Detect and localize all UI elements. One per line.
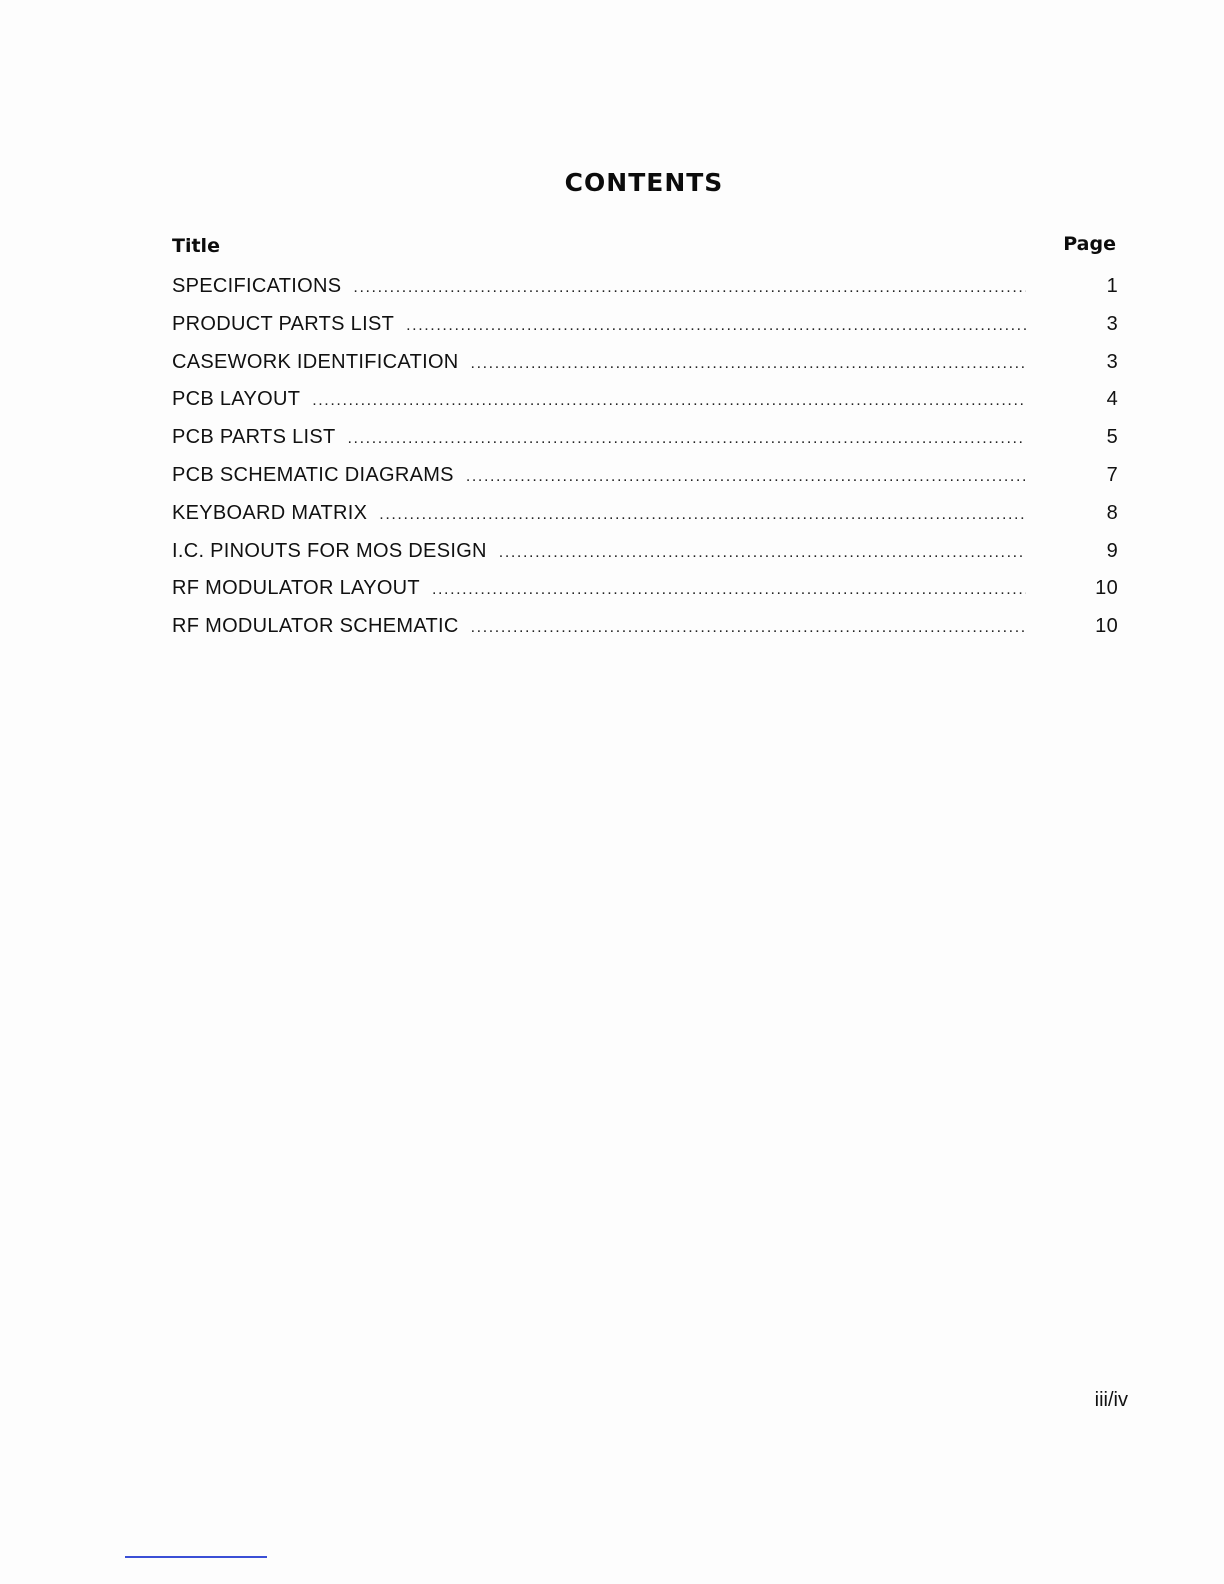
toc-entry-pcb-layout[interactable] [172, 388, 1118, 426]
dot-leader [312, 392, 1026, 410]
toc-entry-page: 8 [1106, 501, 1118, 524]
toc-entry-label: I.C. PINOUTS FOR MOS DESIGN [172, 539, 487, 562]
scan-edge-line [125, 1556, 267, 1558]
toc-entry-page: 1 [1106, 275, 1118, 297]
toc-entry-rf-modulator-schematic[interactable] [172, 615, 1118, 653]
dot-leader [432, 581, 1026, 599]
toc-entry-page: 5 [1106, 426, 1118, 449]
toc-entry-casework-identification[interactable] [172, 351, 1118, 389]
dot-leader [353, 279, 1026, 297]
toc-entry-product-parts-list[interactable] [172, 313, 1118, 351]
table-of-contents [172, 275, 1118, 653]
toc-entry-label: PCB SCHEMATIC DIAGRAMS [172, 463, 454, 486]
page-title: CONTENTS [564, 168, 724, 197]
toc-entry-label: RF MODULATOR LAYOUT [172, 577, 420, 600]
dot-leader [471, 619, 1026, 637]
title-column-header: Title [172, 235, 220, 257]
toc-entry-label: CASEWORK IDENTIFICATION [172, 350, 459, 373]
dot-leader [466, 468, 1026, 486]
toc-entry-pcb-schematic-diagrams[interactable] [172, 464, 1118, 502]
dot-leader [499, 544, 1026, 562]
toc-entry-page: 4 [1106, 388, 1118, 411]
toc-entry-page: 7 [1106, 463, 1118, 486]
toc-entry-page: 9 [1106, 539, 1118, 562]
toc-entry-keyboard-matrix[interactable] [172, 502, 1118, 540]
toc-entry-page: 10 [1095, 615, 1118, 638]
toc-entry-label: KEYBOARD MATRIX [172, 501, 368, 524]
toc-entry-page: 10 [1095, 577, 1118, 600]
toc-entry-label: SPECIFICATIONS [172, 275, 342, 297]
toc-entry-label: PRODUCT PARTS LIST [172, 312, 395, 335]
dot-leader [379, 506, 1026, 524]
page-number: iii/iv [1094, 1389, 1128, 1411]
toc-entry-specifications[interactable] [172, 275, 1118, 313]
dot-leader [471, 355, 1026, 373]
page-column-header: Page [1063, 233, 1116, 255]
toc-entry-label: PCB LAYOUT [172, 388, 301, 411]
toc-entry-pcb-parts-list[interactable] [172, 426, 1118, 464]
dot-leader [348, 430, 1026, 448]
toc-entry-page: 3 [1106, 350, 1118, 373]
toc-entry-label: PCB PARTS LIST [172, 426, 336, 449]
dot-leader [406, 317, 1026, 335]
toc-entry-page: 3 [1106, 312, 1118, 335]
toc-entry-label: RF MODULATOR SCHEMATIC [172, 615, 459, 638]
toc-entry-ic-pinouts[interactable] [172, 540, 1118, 578]
toc-entry-rf-modulator-layout[interactable] [172, 577, 1118, 615]
